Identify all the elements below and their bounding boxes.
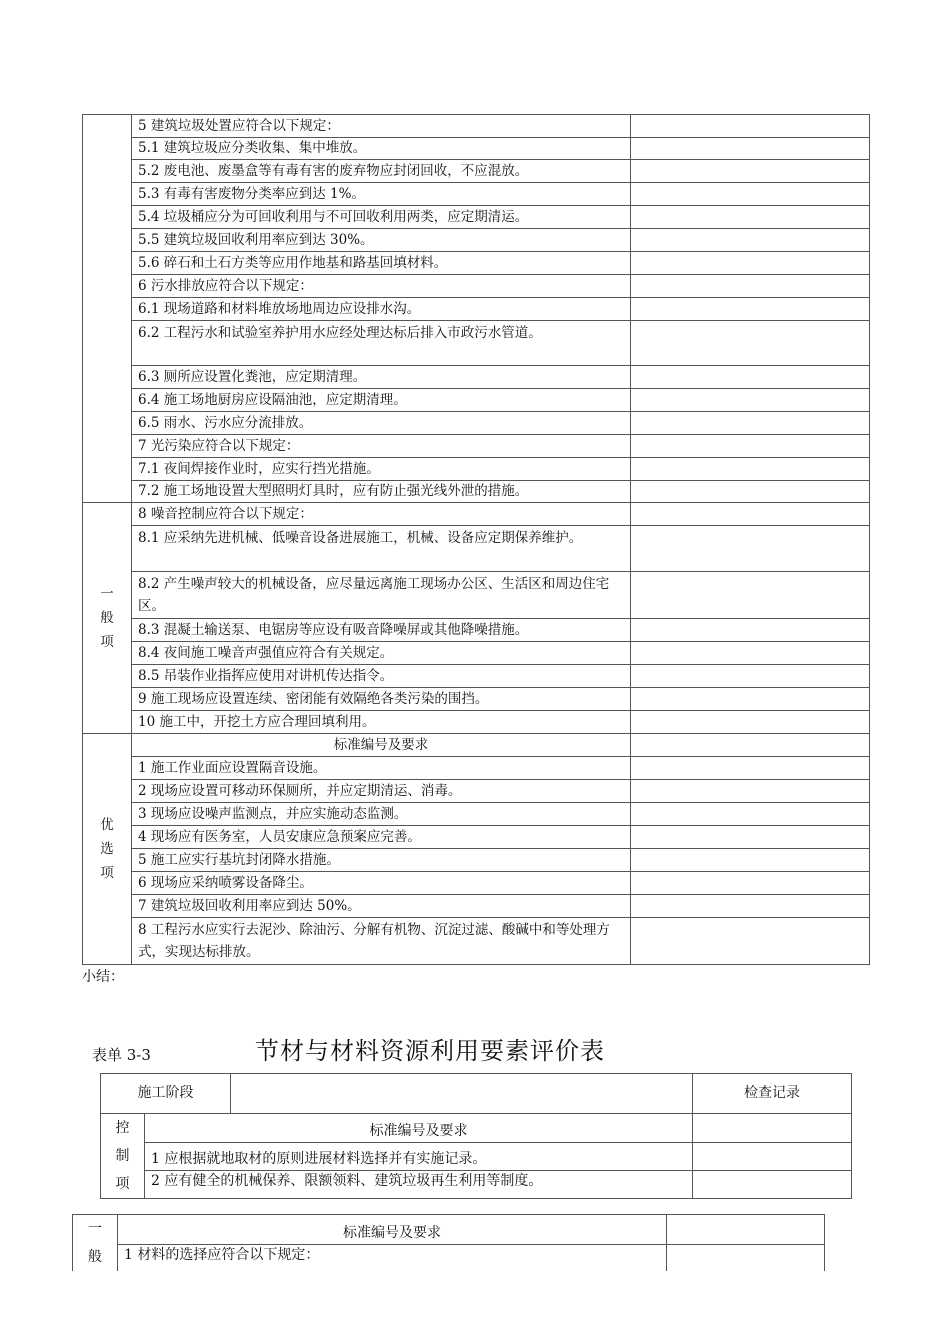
requirement-row: 8.1 应采纳先进机械、低噪音设备进展施工，机械、设备应定期保养维护。: [132, 526, 631, 572]
requirement-row: 8 噪音控制应符合以下规定：: [132, 503, 631, 526]
requirement-row: 4 现场应有医务室，人员安康应急预案应完善。: [132, 826, 631, 849]
control-label-char-1: 控: [115, 1120, 130, 1136]
requirement-row: 10 施工中，开挖土方应合理回填利用。: [132, 711, 631, 734]
record-cell[interactable]: [631, 366, 870, 389]
general-items-table: [72, 1214, 825, 1271]
record-cell[interactable]: [667, 1245, 825, 1271]
requirement-row: 7.1 夜间焊接作业时，应实行挡光措施。: [132, 458, 631, 481]
record-cell[interactable]: [631, 711, 870, 734]
record-cell[interactable]: [631, 503, 870, 526]
record-cell[interactable]: [631, 252, 870, 275]
requirement-row: 1 施工作业面应设置隔音设施。: [132, 757, 631, 780]
requirement-row: 8.2 产生噪声较大的机械设备，应尽量远离施工现场办公区、生活区和周边住宅区。: [132, 572, 631, 619]
requirement-row: 8.5 吊装作业指挥应使用对讲机传达指令。: [132, 665, 631, 688]
stage-label: 施工阶段: [101, 1074, 231, 1114]
requirement-row: 6.5 雨水、污水应分流排放。: [132, 412, 631, 435]
table2-header: 标准编号及要求: [145, 1114, 693, 1143]
record-cell[interactable]: [631, 206, 870, 229]
control-label-char-3: 项: [115, 1176, 130, 1192]
record-cell[interactable]: [631, 138, 870, 160]
record-cell[interactable]: [693, 1170, 852, 1198]
record-cell[interactable]: [631, 918, 870, 965]
document-title: 节材与材料资源利用要素评价表: [255, 1037, 605, 1065]
record-cell[interactable]: [631, 757, 870, 780]
requirement-row: 5.1 建筑垃圾应分类收集、集中堆放。: [132, 138, 631, 160]
requirement-row: 5 施工应实行基坑封闭降水措施。: [132, 849, 631, 872]
requirement-row: 6 现场应采纳喷雾设备降尘。: [132, 872, 631, 895]
evaluation-table-continued: [82, 114, 870, 965]
general-items-label: 一 般 项: [83, 503, 132, 734]
record-cell[interactable]: [631, 389, 870, 412]
optional-items-label: 优 选 项: [83, 734, 132, 965]
record-cell[interactable]: [631, 872, 870, 895]
record-cell[interactable]: [631, 321, 870, 366]
record-cell[interactable]: [631, 481, 870, 503]
general-label-char-1: 一: [88, 1221, 102, 1237]
record-cell[interactable]: [631, 435, 870, 458]
requirement-row: 6.3 厕所应设置化粪池，应定期清理。: [132, 366, 631, 389]
record-cell[interactable]: [631, 688, 870, 711]
record-cell[interactable]: [631, 619, 870, 642]
record-cell[interactable]: [631, 734, 870, 757]
summary-label: 小结：: [82, 969, 124, 985]
requirement-row: 5.3 有毒有害废物分类率应到达 1%。: [132, 183, 631, 206]
record-cell[interactable]: [631, 298, 870, 321]
requirement-row: 8.4 夜间施工噪音声强值应符合有关规定。: [132, 642, 631, 665]
record-cell[interactable]: [693, 1114, 852, 1143]
general-label-char-2: 般: [88, 1249, 102, 1265]
table3-row: 1 材料的选择应符合以下规定：: [118, 1245, 667, 1271]
control-label-char-2: 制: [115, 1148, 130, 1164]
record-cell[interactable]: [631, 275, 870, 298]
optional-header: 标准编号及要求: [132, 734, 631, 757]
requirement-row: 5 建筑垃圾处置应符合以下规定：: [132, 115, 631, 138]
general-items-label: [73, 1215, 118, 1272]
record-cell[interactable]: [631, 412, 870, 435]
requirement-row: 2 现场应设置可移动环保厕所，并应定期清运、消毒。: [132, 780, 631, 803]
requirement-row: 8.3 混凝土输送泵、电锯房等应设有吸音降噪屏或其他降噪措施。: [132, 619, 631, 642]
record-cell[interactable]: [631, 826, 870, 849]
requirement-row: 6.1 现场道路和材料堆放场地周边应设排水沟。: [132, 298, 631, 321]
record-cell[interactable]: [631, 895, 870, 918]
control-items-label: [101, 1114, 145, 1199]
record-cell[interactable]: [631, 803, 870, 826]
record-cell[interactable]: [631, 526, 870, 572]
requirement-row: 6.4 施工场地厨房应设隔油池，应定期清理。: [132, 389, 631, 412]
record-cell[interactable]: [631, 665, 870, 688]
record-cell[interactable]: [631, 183, 870, 206]
requirement-row: 7.2 施工场地设置大型照明灯具时，应有防止强光线外泄的措施。: [132, 481, 631, 503]
record-cell[interactable]: [631, 229, 870, 252]
form-number: 表单 3-3: [92, 1046, 151, 1064]
requirement-row: 5.5 建筑垃圾回收利用率应到达 30%。: [132, 229, 631, 252]
category-cell-blank: [83, 115, 132, 503]
requirement-row: 6 污水排放应符合以下规定：: [132, 275, 631, 298]
requirement-row: 5.2 废电池、废墨盒等有毒有害的废弃物应封闭回收，不应混放。: [132, 160, 631, 183]
requirement-row: 5.6 碎石和土石方类等应用作地基和路基回填材料。: [132, 252, 631, 275]
requirement-row: 7 建筑垃圾回收利用率应到达 50%。: [132, 895, 631, 918]
record-cell[interactable]: [667, 1215, 825, 1245]
material-evaluation-table: [100, 1073, 852, 1199]
table2-row: 2 应有健全的机械保养、限额领料、建筑垃圾再生利用等制度。: [145, 1170, 693, 1198]
table3-header: 标准编号及要求: [118, 1215, 667, 1245]
record-cell[interactable]: [631, 572, 870, 619]
requirement-row: 3 现场应设噪声监测点，并应实施动态监测。: [132, 803, 631, 826]
record-cell[interactable]: [693, 1143, 852, 1170]
record-cell[interactable]: [631, 642, 870, 665]
record-cell[interactable]: [631, 849, 870, 872]
requirement-row: 9 施工现场应设置连续、密闭能有效隔绝各类污染的围挡。: [132, 688, 631, 711]
table2-row: 1 应根据就地取材的原则进展材料选择并有实施记录。: [145, 1143, 693, 1170]
requirement-row: 7 光污染应符合以下规定：: [132, 435, 631, 458]
requirement-row: 5.4 垃圾桶应分为可回收利用与不可回收利用两类，应定期清运。: [132, 206, 631, 229]
record-cell[interactable]: [631, 160, 870, 183]
record-label: 检查记录: [693, 1074, 852, 1114]
record-cell[interactable]: [631, 780, 870, 803]
requirement-row: 6.2 工程污水和试验室养护用水应经处理达标后排入市政污水管道。: [132, 321, 631, 366]
record-cell[interactable]: [631, 115, 870, 138]
record-cell[interactable]: [631, 458, 870, 481]
stage-value-cell[interactable]: [231, 1074, 693, 1114]
requirement-row: 8 工程污水应实行去泥沙、除油污、分解有机物、沉淀过滤、酸碱中和等处理方式，实现达标排放。: [132, 918, 631, 965]
